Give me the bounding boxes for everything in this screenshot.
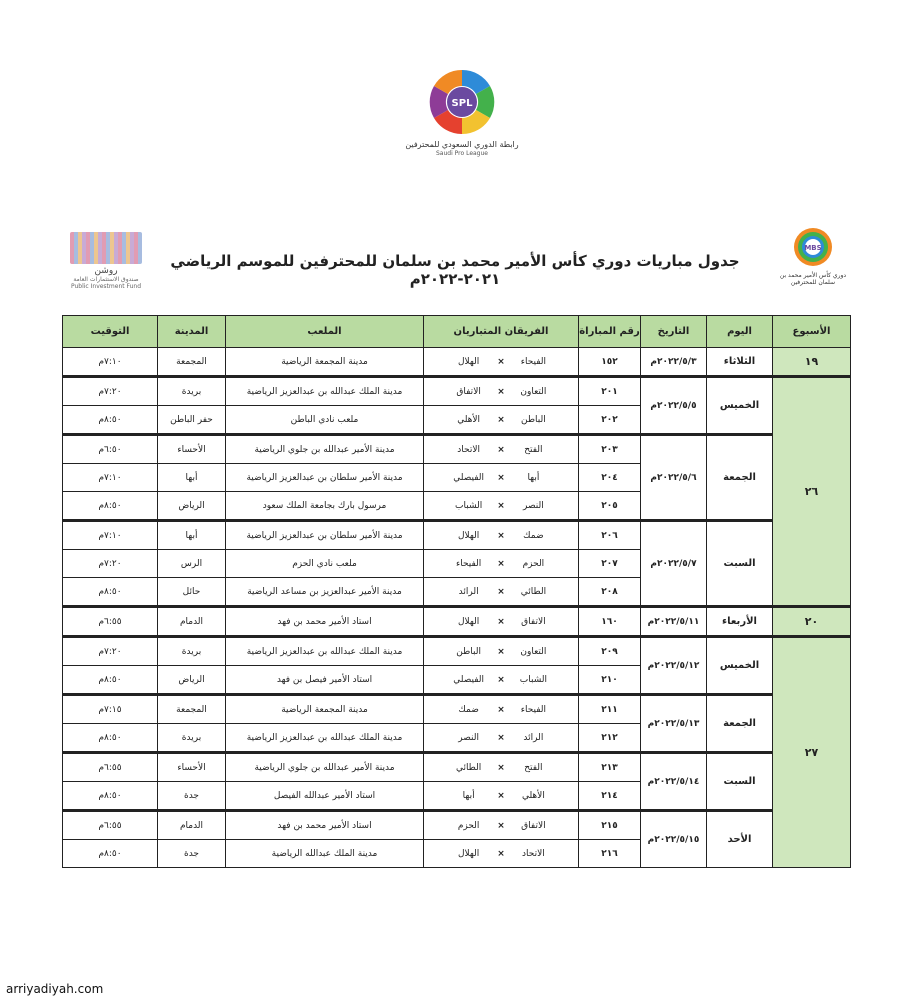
table-row — [63, 811, 851, 840]
time-cell: ٨:٥٠م — [63, 666, 158, 695]
stadium-cell: مدينة الأمير عبدالله بن جلوي الرياضية — [226, 435, 424, 464]
home-team: الباطن — [521, 414, 546, 425]
time-cell: ٨:٥٠م — [63, 406, 158, 435]
pif-pattern-icon — [70, 232, 142, 264]
time-cell: ٧:٢٠م — [63, 637, 158, 666]
home-team: ضمك — [523, 530, 544, 541]
date-cell: ٢٠٢٢/٥/١٢م — [641, 637, 707, 695]
table-row — [63, 348, 851, 377]
header-teams: الفريقان المتباريان — [424, 316, 579, 348]
city-cell: المجمعة — [158, 348, 226, 377]
home-team: الاتحاد — [522, 848, 545, 859]
teams-pair — [424, 559, 578, 569]
date-cell: ٢٠٢٢/٥/٣م — [641, 348, 707, 377]
home-team: الاتفاق — [521, 820, 546, 831]
spl-caption: رابطة الدوري السعودي للمحترفين — [405, 140, 519, 149]
time-cell: ٦:٥٥م — [63, 607, 158, 637]
teams-cell — [424, 753, 579, 782]
table-row — [63, 637, 851, 666]
stadium-cell: استاد الأمير محمد بن فهد — [226, 811, 424, 840]
away-team: الفيصلي — [453, 472, 485, 483]
table-row — [63, 435, 851, 464]
teams-pair — [424, 445, 578, 455]
city-cell: جدة — [158, 840, 226, 868]
home-team: النصر — [523, 500, 544, 511]
match-number-cell: ٢١٥ — [579, 811, 641, 840]
day-cell: الثلاثاء — [707, 348, 773, 377]
away-team: الشباب — [455, 500, 483, 511]
versus-mark: × — [497, 704, 505, 715]
versus-mark: × — [497, 646, 505, 657]
away-team: الهلال — [457, 356, 480, 367]
table-row — [63, 695, 851, 724]
teams-cell — [424, 464, 579, 492]
city-cell: حائل — [158, 578, 226, 607]
day-cell: الأحد — [707, 811, 773, 868]
header-day: اليوم — [707, 316, 773, 348]
teams-cell — [424, 840, 579, 868]
home-team: الفيحاء — [520, 704, 547, 715]
teams-cell — [424, 550, 579, 578]
header-row — [63, 316, 851, 348]
versus-mark: × — [497, 674, 505, 685]
teams-cell — [424, 435, 579, 464]
time-cell: ٨:٥٠م — [63, 492, 158, 521]
week-cell: ٢٦ — [773, 377, 851, 607]
teams-pair — [424, 849, 578, 859]
date-cell: ٢٠٢٢/٥/١٣م — [641, 695, 707, 753]
city-cell: الرياض — [158, 492, 226, 521]
spl-logo — [402, 66, 522, 166]
match-number-cell: ٢٠٦ — [579, 521, 641, 550]
day-cell: الأربعاء — [707, 607, 773, 637]
spl-caption-en: Saudi Pro League — [435, 150, 488, 157]
teams-pair — [424, 791, 578, 801]
stadium-cell: ملعب نادي الباطن — [226, 406, 424, 435]
header-match-no: رقم المباراة — [579, 316, 641, 348]
stadium-cell: ملعب نادي الحزم — [226, 550, 424, 578]
day-cell: الخميس — [707, 637, 773, 695]
table-row — [63, 753, 851, 782]
teams-pair — [424, 531, 578, 541]
spl-abbr: SPL — [451, 98, 473, 109]
versus-mark: × — [497, 790, 505, 801]
match-number-cell: ٢٠٥ — [579, 492, 641, 521]
away-team: النصر — [458, 732, 479, 743]
mbs-emblem-icon — [792, 226, 834, 268]
match-number-cell: ٢١٢ — [579, 724, 641, 753]
table-row — [63, 607, 851, 637]
teams-cell — [424, 578, 579, 607]
away-team: الأهلي — [457, 414, 481, 425]
day-cell: الخميس — [707, 377, 773, 435]
teams-cell — [424, 377, 579, 406]
teams-pair — [424, 415, 578, 425]
versus-mark: × — [497, 500, 505, 511]
home-team: الطائي — [520, 586, 547, 597]
teams-pair — [424, 501, 578, 511]
match-number-cell: ٢٠٧ — [579, 550, 641, 578]
city-cell: بريدة — [158, 377, 226, 406]
versus-mark: × — [497, 616, 505, 627]
teams-cell — [424, 666, 579, 695]
teams-pair — [424, 821, 578, 831]
home-team: الرائد — [523, 732, 544, 743]
time-cell: ٧:٢٠م — [63, 550, 158, 578]
versus-mark: × — [497, 414, 505, 425]
header-stadium: الملعب — [226, 316, 424, 348]
match-number-cell: ٢٠٤ — [579, 464, 641, 492]
home-team: التعاون — [520, 646, 547, 657]
time-cell: ٧:١٥م — [63, 695, 158, 724]
teams-cell — [424, 724, 579, 753]
time-cell: ٧:٢٠م — [63, 377, 158, 406]
versus-mark: × — [497, 386, 505, 397]
teams-cell — [424, 782, 579, 811]
teams-pair — [424, 387, 578, 397]
time-cell: ٨:٥٠م — [63, 724, 158, 753]
date-cell: ٢٠٢٢/٥/٥م — [641, 377, 707, 435]
city-cell: بريدة — [158, 637, 226, 666]
stadium-cell: مدينة الأمير سلطان بن عبدالعزيز الرياضية — [226, 464, 424, 492]
pif-name: روشن — [94, 266, 118, 276]
versus-mark: × — [497, 586, 505, 597]
away-team: الباطن — [456, 646, 481, 657]
city-cell: بريدة — [158, 724, 226, 753]
away-team: الفيصلي — [453, 674, 485, 685]
home-team: الاتفاق — [521, 616, 546, 627]
city-cell: الرياض — [158, 666, 226, 695]
header-week: الأسبوع — [773, 316, 851, 348]
schedule-table — [62, 315, 851, 868]
away-team: الاتفاق — [456, 386, 481, 397]
versus-mark: × — [497, 530, 505, 541]
schedule-body — [63, 348, 851, 868]
match-number-cell: ٢١٣ — [579, 753, 641, 782]
away-team: الطائي — [455, 762, 482, 773]
versus-mark: × — [497, 558, 505, 569]
match-number-cell: ٢٠٩ — [579, 637, 641, 666]
away-team: الحزم — [457, 820, 480, 831]
match-number-cell: ٢٠١ — [579, 377, 641, 406]
week-cell: ١٩ — [773, 348, 851, 377]
week-cell: ٢٧ — [773, 637, 851, 868]
match-number-cell: ٢١١ — [579, 695, 641, 724]
header-city: المدينة — [158, 316, 226, 348]
teams-pair — [424, 473, 578, 483]
pif-sub-ar: صندوق الاستثمارات العامة — [73, 276, 139, 283]
match-number-cell: ٢٠٨ — [579, 578, 641, 607]
city-cell: جدة — [158, 782, 226, 811]
spl-emblem-icon — [426, 66, 498, 138]
footer-source: arriyadiyah.com — [6, 982, 104, 996]
away-team: الفيحاء — [455, 558, 482, 569]
stadium-cell: مدينة الأمير عبدالله بن جلوي الرياضية — [226, 753, 424, 782]
home-team: الأهلي — [521, 790, 545, 801]
teams-cell — [424, 637, 579, 666]
teams-pair — [424, 763, 578, 773]
date-cell: ٢٠٢٢/٥/٧م — [641, 521, 707, 607]
stadium-cell: مدينة الملك عبدالله بن عبدالعزيز الرياضية — [226, 377, 424, 406]
time-cell: ٨:٥٠م — [63, 840, 158, 868]
city-cell: حفر الباطن — [158, 406, 226, 435]
stadium-cell: مدينة المجمعة الرياضية — [226, 695, 424, 724]
table-row — [63, 377, 851, 406]
stadium-cell: مدينة الأمير سلطان بن عبدالعزيز الرياضية — [226, 521, 424, 550]
city-cell: المجمعة — [158, 695, 226, 724]
home-team: الحزم — [522, 558, 545, 569]
time-cell: ٨:٥٠م — [63, 578, 158, 607]
home-team: أبها — [527, 472, 540, 483]
versus-mark: × — [497, 848, 505, 859]
header-date: التاريخ — [641, 316, 707, 348]
page-title: جدول مباريات دوري كأس الأمير محمد بن سلمان للمحترفين للموسم الرياضي ٢٠٢١-٢٠٢٢م — [170, 252, 740, 288]
match-number-cell: ٢١٦ — [579, 840, 641, 868]
teams-cell — [424, 348, 579, 377]
city-cell: الأحساء — [158, 753, 226, 782]
teams-pair — [424, 733, 578, 743]
time-cell: ٧:١٠م — [63, 464, 158, 492]
teams-pair — [424, 705, 578, 715]
stadium-cell: استاد الأمير فيصل بن فهد — [226, 666, 424, 695]
mbs-logo — [778, 226, 848, 306]
versus-mark: × — [497, 820, 505, 831]
versus-mark: × — [497, 444, 505, 455]
header-time: التوقيت — [63, 316, 158, 348]
day-cell: السبت — [707, 753, 773, 811]
away-team: أبها — [462, 790, 475, 801]
versus-mark: × — [497, 472, 505, 483]
teams-pair — [424, 647, 578, 657]
city-cell: أبها — [158, 464, 226, 492]
match-number-cell: ٢١٠ — [579, 666, 641, 695]
table-row — [63, 521, 851, 550]
teams-cell — [424, 492, 579, 521]
match-number-cell: ١٥٢ — [579, 348, 641, 377]
date-cell: ٢٠٢٢/٥/١١م — [641, 607, 707, 637]
away-team: الرائد — [458, 586, 479, 597]
day-cell: السبت — [707, 521, 773, 607]
match-number-cell: ٢٠٣ — [579, 435, 641, 464]
day-cell: الجمعة — [707, 695, 773, 753]
teams-pair — [424, 587, 578, 597]
stadium-cell: مدينة الملك عبدالله الرياضية — [226, 840, 424, 868]
away-team: الهلال — [457, 848, 480, 859]
away-team: ضمك — [458, 704, 479, 715]
teams-cell — [424, 607, 579, 637]
stadium-cell: مرسول بارك بجامعة الملك سعود — [226, 492, 424, 521]
time-cell: ٦:٥٥م — [63, 811, 158, 840]
date-cell: ٢٠٢٢/٥/١٤م — [641, 753, 707, 811]
city-cell: الدمام — [158, 811, 226, 840]
date-cell: ٢٠٢٢/٥/١٥م — [641, 811, 707, 868]
stadium-cell: استاد الأمير عبدالله الفيصل — [226, 782, 424, 811]
match-number-cell: ٢٠٢ — [579, 406, 641, 435]
stadium-cell: مدينة الأمير عبدالعزيز بن مساعد الرياضية — [226, 578, 424, 607]
time-cell: ٧:١٠م — [63, 348, 158, 377]
stadium-cell: مدينة الملك عبدالله بن عبدالعزيز الرياضية — [226, 724, 424, 753]
stadium-cell: مدينة الملك عبدالله بن عبدالعزيز الرياضية — [226, 637, 424, 666]
city-cell: الدمام — [158, 607, 226, 637]
time-cell: ٦:٥٠م — [63, 435, 158, 464]
time-cell: ٦:٥٥م — [63, 753, 158, 782]
teams-pair — [424, 617, 578, 627]
city-cell: الرس — [158, 550, 226, 578]
stadium-cell: مدينة المجمعة الرياضية — [226, 348, 424, 377]
teams-cell — [424, 695, 579, 724]
pif-logo — [66, 232, 146, 302]
city-cell: الأحساء — [158, 435, 226, 464]
city-cell: أبها — [158, 521, 226, 550]
versus-mark: × — [497, 762, 505, 773]
home-team: الفتح — [524, 762, 543, 773]
mbs-caption: دوري كأس الأمير محمد بن سلمان للمحترفين — [779, 272, 847, 286]
teams-cell — [424, 811, 579, 840]
home-team: الفتح — [524, 444, 543, 455]
teams-pair — [424, 357, 578, 367]
pif-sub-en: Public Investment Fund — [70, 283, 142, 290]
date-cell: ٢٠٢٢/٥/٦م — [641, 435, 707, 521]
versus-mark: × — [497, 732, 505, 743]
away-team: الهلال — [457, 616, 480, 627]
home-team: الفيحاء — [520, 356, 547, 367]
time-cell: ٨:٥٠م — [63, 782, 158, 811]
match-number-cell: ١٦٠ — [579, 607, 641, 637]
teams-cell — [424, 406, 579, 435]
home-team: التعاون — [520, 386, 547, 397]
time-cell: ٧:١٠م — [63, 521, 158, 550]
home-team: الشباب — [519, 674, 547, 685]
teams-cell — [424, 521, 579, 550]
away-team: الاتحاد — [457, 444, 480, 455]
week-cell: ٢٠ — [773, 607, 851, 637]
away-team: الهلال — [457, 530, 480, 541]
match-number-cell: ٢١٤ — [579, 782, 641, 811]
versus-mark: × — [497, 356, 505, 367]
mbs-abbr: MBS — [804, 244, 822, 252]
day-cell: الجمعة — [707, 435, 773, 521]
teams-pair — [424, 675, 578, 685]
stadium-cell: استاد الأمير محمد بن فهد — [226, 607, 424, 637]
